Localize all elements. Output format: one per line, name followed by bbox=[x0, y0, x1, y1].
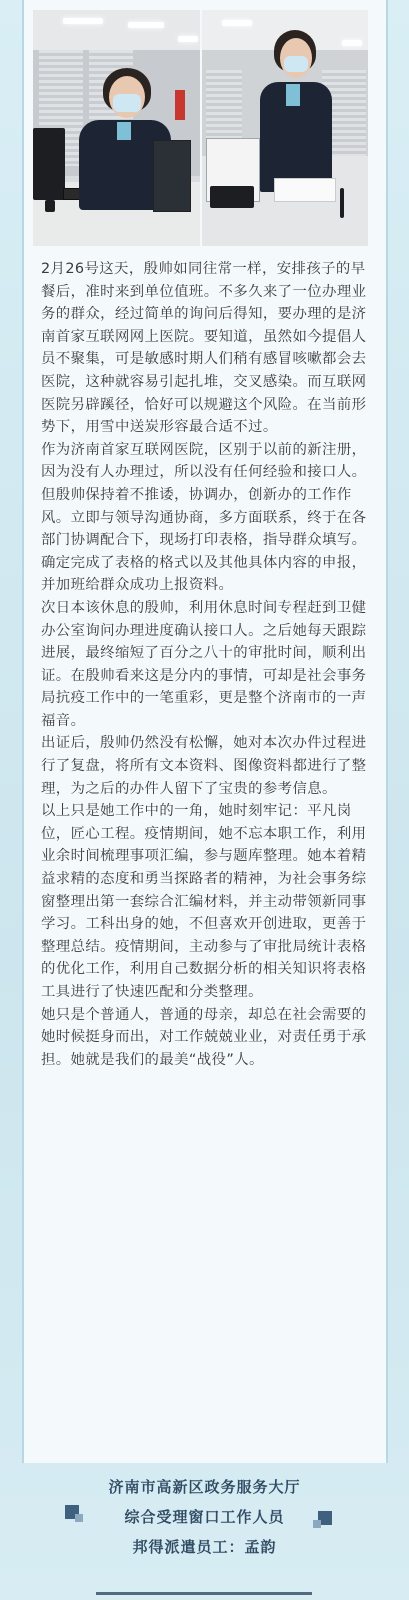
article-body bbox=[41, 258, 370, 1071]
decorative-square-icon bbox=[313, 1520, 321, 1528]
paragraph: 作为济南首家互联网医院，区别于以前的新注册，因为没有人办理过，所以没有任何经验和接口人。但殷帅保持着不推诿，协调办，创新办的工作作风。立即与领导沟通协商，多方面联系，终于在各部门协调配合下，现场打印表格，指导群众填写。确定完成了表格的格式以及其他具体内容的申报，并加班给群众成功上报资料。 bbox=[41, 441, 367, 594]
photo-staff-with-documents bbox=[202, 10, 369, 246]
footer-author: 邦得派遣员工：孟韵 bbox=[132, 1538, 277, 1556]
paragraph: 出证后，殷帅仍然没有松懈，她对本次办件过程进行了复盘，将所有文本资料、图像资料都进行了整理，为之后的办件人留下了宝贵的参考信息。 bbox=[41, 735, 367, 797]
paragraph: 她只是个普通人，普通的母亲，却总在社会需要的她时候挺身而出，对工作兢兢业业，对责任勇于承担。她就是我们的最美“战役”人。 bbox=[41, 1006, 367, 1068]
signature-footer bbox=[0, 1470, 409, 1600]
footer-organization: 济南市高新区政务服务大厅 bbox=[108, 1478, 301, 1496]
photo-pair bbox=[33, 10, 368, 246]
photo-staff-at-computer bbox=[33, 10, 200, 246]
decorative-square-icon bbox=[75, 1514, 83, 1522]
footer-position: 综合受理窗口工作人员 bbox=[124, 1508, 285, 1526]
paragraph: 以上只是她工作中的一角，她时刻牢记：平凡岗位，匠心工程。疫情期间，她不忘本职工作，利用业余时间梳理事项汇编，参与题库整理。她本着精益求精的态度和勇当探路者的精神，为社会事务综窗整理出第一套综合汇编材料，并主动带领新同事学习。工科出身的她，不但喜欢开创进取，更善于整理总结。疫情期间，主动参与了审批局统计表格的优化工作，利用自己数据分析的相关知识将表格工具进行了快速匹配和分类整理。 bbox=[41, 803, 367, 1000]
paragraph: 2月26号这天，殷帅如同往常一样，安排孩子的早餐后，准时来到单位值班。不多久来了一位办理业务的群众，经过简单的询问后得知，要办理的是济南首家互联网网上医院。要知道，虽然如今提倡人员不聚集，可是敏感时期人们稍有感冒咳嗽都会去医院，这种就容易引起扎堆，交叉感染。而互联网医院另辟蹊径，恰好可以规避这个风险。在当前形势下，用雪中送炭形容最合适不过。 bbox=[41, 261, 367, 436]
footer-divider bbox=[96, 1592, 312, 1595]
paragraph: 次日本该休息的殷帅，利用休息时间专程赶到卫健办公室询问办理进度确认接口人。之后她每天跟踪进展，最终缩短了百分之八十的审批时间，顺利出证。在殷帅看来这是分内的事情，可却是社会事务局抗疫工作中的一笔重彩，更是整个济南市的一声福音。 bbox=[41, 599, 367, 729]
